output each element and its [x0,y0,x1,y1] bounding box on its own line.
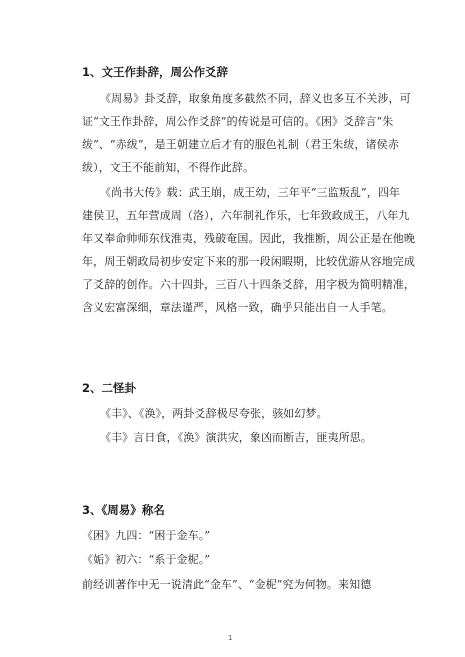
paragraph-line: 建侯卫，五年营成周（洛），六年制礼作乐，七年致政成王，八年九 [82,209,410,222]
paragraph-line: 《丰》言日食，《涣》演洪灾，象凶而断吉，匪夷所思。 [100,431,372,444]
paragraph-line: 《周易》卦爻辞，取象角度多截然不同，辞义也多互不关涉，可 [100,92,411,105]
paragraph-line: 《姤》初六：“系于金柅。” [82,553,211,566]
paragraph-line: 年又奉命帅师东伐淮夷，残破奄国。因此，我推断，周公正是在他晚 [82,232,415,245]
paragraph-line: 《丰》、《涣》，两卦爻辞极尽夸张，骇如幻梦。 [100,407,328,420]
section-3-heading: 3、《周易》称名 [82,503,165,517]
page-number: 1 [228,634,233,642]
paragraph-line: 年，周王朝政局初步安定下来的那一段闲暇期，比较优游从容地完成 [82,255,415,268]
section-1-heading: 1、文王作卦辞，周公作爻辞 [82,65,229,79]
paragraph-line: 绂”、“赤绂”，是王朝建立后才有的服色礼制（君王朱绂，诸侯赤 [82,138,399,151]
paragraph-line: 《困》九四：“困于金车。” [82,529,211,542]
paragraph-line: 绂），文王不能前知，不得作此辞。 [82,161,255,174]
paragraph-line: 了爻辞的创作。六十四卦，三百八十四条爻辞，用字极为简明精准， [82,278,415,291]
section-2-heading: 2、二怪卦 [82,381,137,395]
paragraph-line: 含义宏富深细，章法谨严，风格一致，确乎只能出自一人手笔。 [82,301,393,314]
paragraph-line: 前经训著作中无一说清此“金车”、“金柅”究为何物。来知德 [82,578,372,591]
paragraph-line: 证“文王作卦辞，周公作爻辞”的传说是可信的。《困》爻辞言“朱 [82,115,394,128]
paragraph-line: 《尚书大传》载：武王崩，成王幼，三年平“三监叛乱”，四年 [100,186,401,199]
